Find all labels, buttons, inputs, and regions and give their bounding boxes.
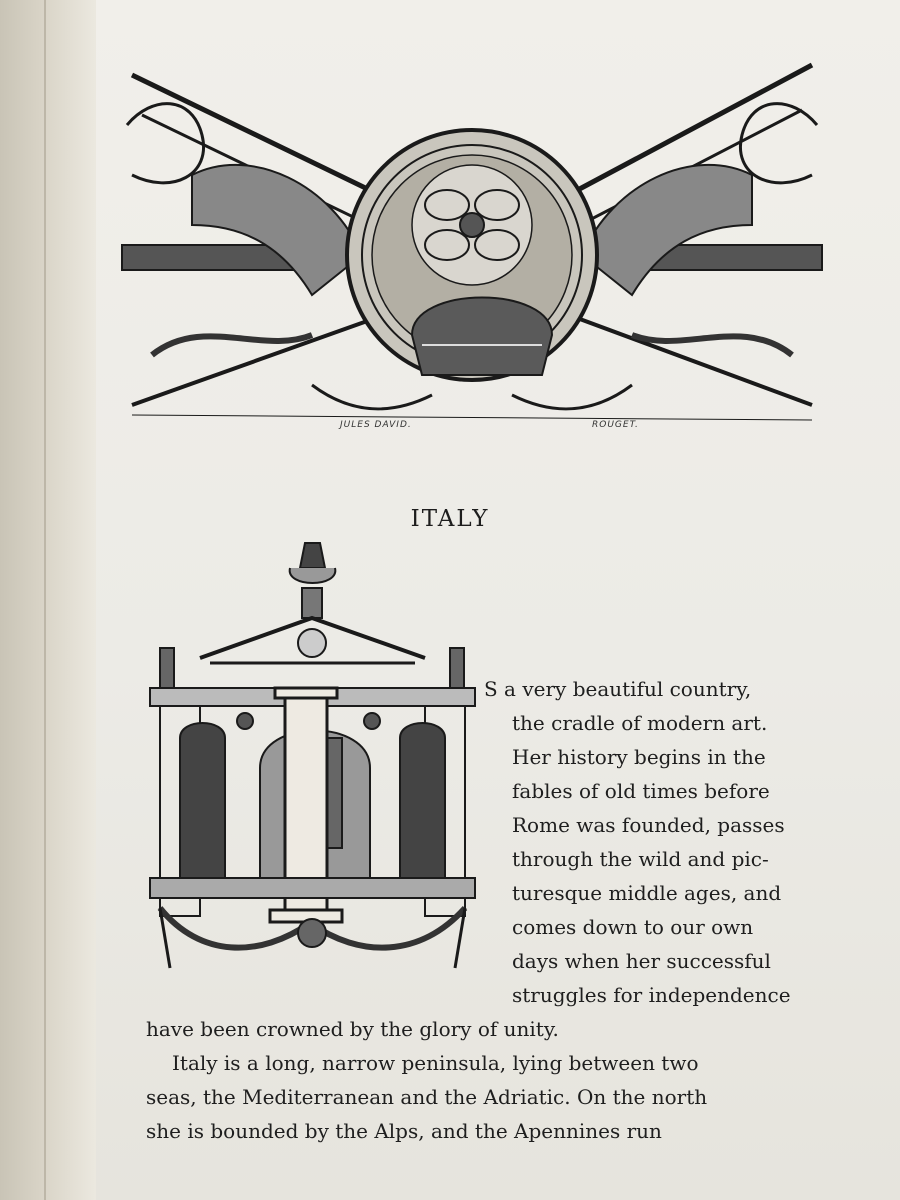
text-line: have been crowned by the glory of unity. xyxy=(146,1017,559,1041)
text-line: Italy is a long, narrow peninsula, lying between two xyxy=(172,1051,699,1075)
text-line: fables of old times before xyxy=(512,779,770,803)
text-line: turesque middle ages, and xyxy=(512,881,782,905)
text-line: days when her successful xyxy=(512,949,771,973)
gutter-crease xyxy=(44,0,46,1200)
engraver-signature-left: JULES DAVID. xyxy=(340,420,412,430)
chapter-title: ITALY xyxy=(410,506,490,532)
text-line: Rome was founded, passes xyxy=(512,813,785,837)
engraver-signature-right: ROUGET. xyxy=(592,420,639,430)
trophy-of-arms-engraving xyxy=(112,55,832,435)
text-line: S a very beautiful country, xyxy=(484,677,752,701)
text-line: struggles for independence xyxy=(512,983,791,1007)
decorated-initial-i xyxy=(140,538,485,978)
text-line: the cradle of modern art. xyxy=(512,711,768,735)
text-line: she is bounded by the Alps, and the Apennines run xyxy=(146,1119,662,1143)
text-line: through the wild and pic- xyxy=(512,847,769,871)
text-line: Her history begins in the xyxy=(512,745,766,769)
text-line: seas, the Mediterranean and the Adriatic. On the north xyxy=(146,1085,708,1109)
text-line: comes down to our own xyxy=(512,915,754,939)
